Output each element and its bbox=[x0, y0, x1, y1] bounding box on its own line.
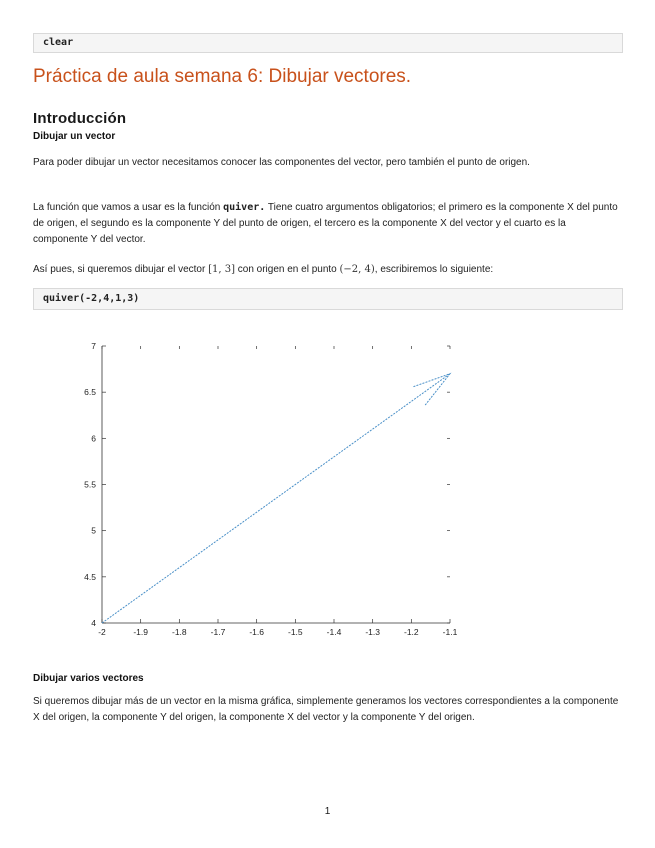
math-point: (−2, 4) bbox=[339, 264, 375, 275]
math-vector: [1, 3] bbox=[208, 264, 235, 275]
vector-shaft bbox=[102, 374, 450, 623]
code-text: clear bbox=[43, 37, 74, 48]
code-block-quiver bbox=[33, 288, 623, 310]
page-title: Práctica de aula semana 6: Dibujar vectores. bbox=[33, 66, 412, 87]
vector-arrowhead bbox=[412, 374, 450, 405]
y-tick-label: 7 bbox=[91, 341, 96, 351]
x-tick-label: -1.9 bbox=[133, 627, 148, 637]
x-tick-label: -1.2 bbox=[404, 627, 419, 637]
paragraph-multiple-vectors: Si queremos dibujar más de un vector en la misma gráfica, simplemente generamos los vectores correspondientes a la componente X del origen, la componente Y del origen, la componente X del vector y la componente Y del origen. bbox=[33, 696, 619, 723]
y-tick-label: 4 bbox=[91, 618, 96, 628]
paragraph-intro: Para poder dibujar un vector necesitamos conocer las componentes del vector, pero también el punto de origen. bbox=[33, 157, 530, 168]
paragraph-text: Así pues, si queremos dibujar el vector bbox=[33, 264, 209, 275]
subheading-draw-one: Dibujar un vector bbox=[33, 131, 116, 142]
section-heading-intro: Introducción bbox=[33, 110, 127, 127]
y-tick-label: 6.5 bbox=[84, 387, 96, 398]
paragraph-quiver bbox=[33, 200, 623, 248]
paragraph-text: La función que vamos a usar es la función bbox=[33, 202, 224, 213]
y-tick-label: 5.5 bbox=[84, 479, 96, 490]
paragraph-text: Tiene cuatro argumentos obligatorios; el primero es la componente X del punto de origen, el segundo es la componente Y del punto de origen, el tercero es la componente X del vector y el cuarto es la componente Y del vector. bbox=[33, 202, 618, 245]
code-text: quiver(-2,4,1,3) bbox=[43, 293, 140, 304]
x-tick-label: -1.8 bbox=[172, 627, 187, 637]
x-tick-label: -1.3 bbox=[365, 627, 380, 637]
paragraph-text: con origen en el punto bbox=[234, 264, 340, 275]
inline-code: quiver. bbox=[223, 202, 266, 213]
x-tick-label: -2 bbox=[98, 627, 106, 637]
paragraph-example bbox=[33, 262, 623, 278]
x-tick-label: -1.1 bbox=[442, 627, 458, 637]
quiver-plot bbox=[60, 335, 480, 645]
y-tick-label: 4.5 bbox=[84, 571, 96, 582]
x-tick-label: -1.6 bbox=[249, 627, 264, 637]
x-tick-label: -1.5 bbox=[288, 627, 303, 637]
x-tick-label: -1.7 bbox=[210, 627, 226, 637]
x-tick-label: -1.4 bbox=[326, 627, 342, 637]
page-number: 1 bbox=[324, 806, 331, 817]
y-tick-label: 5 bbox=[91, 525, 96, 536]
code-block-clear bbox=[33, 33, 623, 53]
subheading-draw-many: Dibujar varios vectores bbox=[33, 673, 144, 684]
paragraph-text: , escribiremos lo siguiente: bbox=[374, 264, 494, 275]
y-tick-label: 6 bbox=[91, 433, 96, 444]
